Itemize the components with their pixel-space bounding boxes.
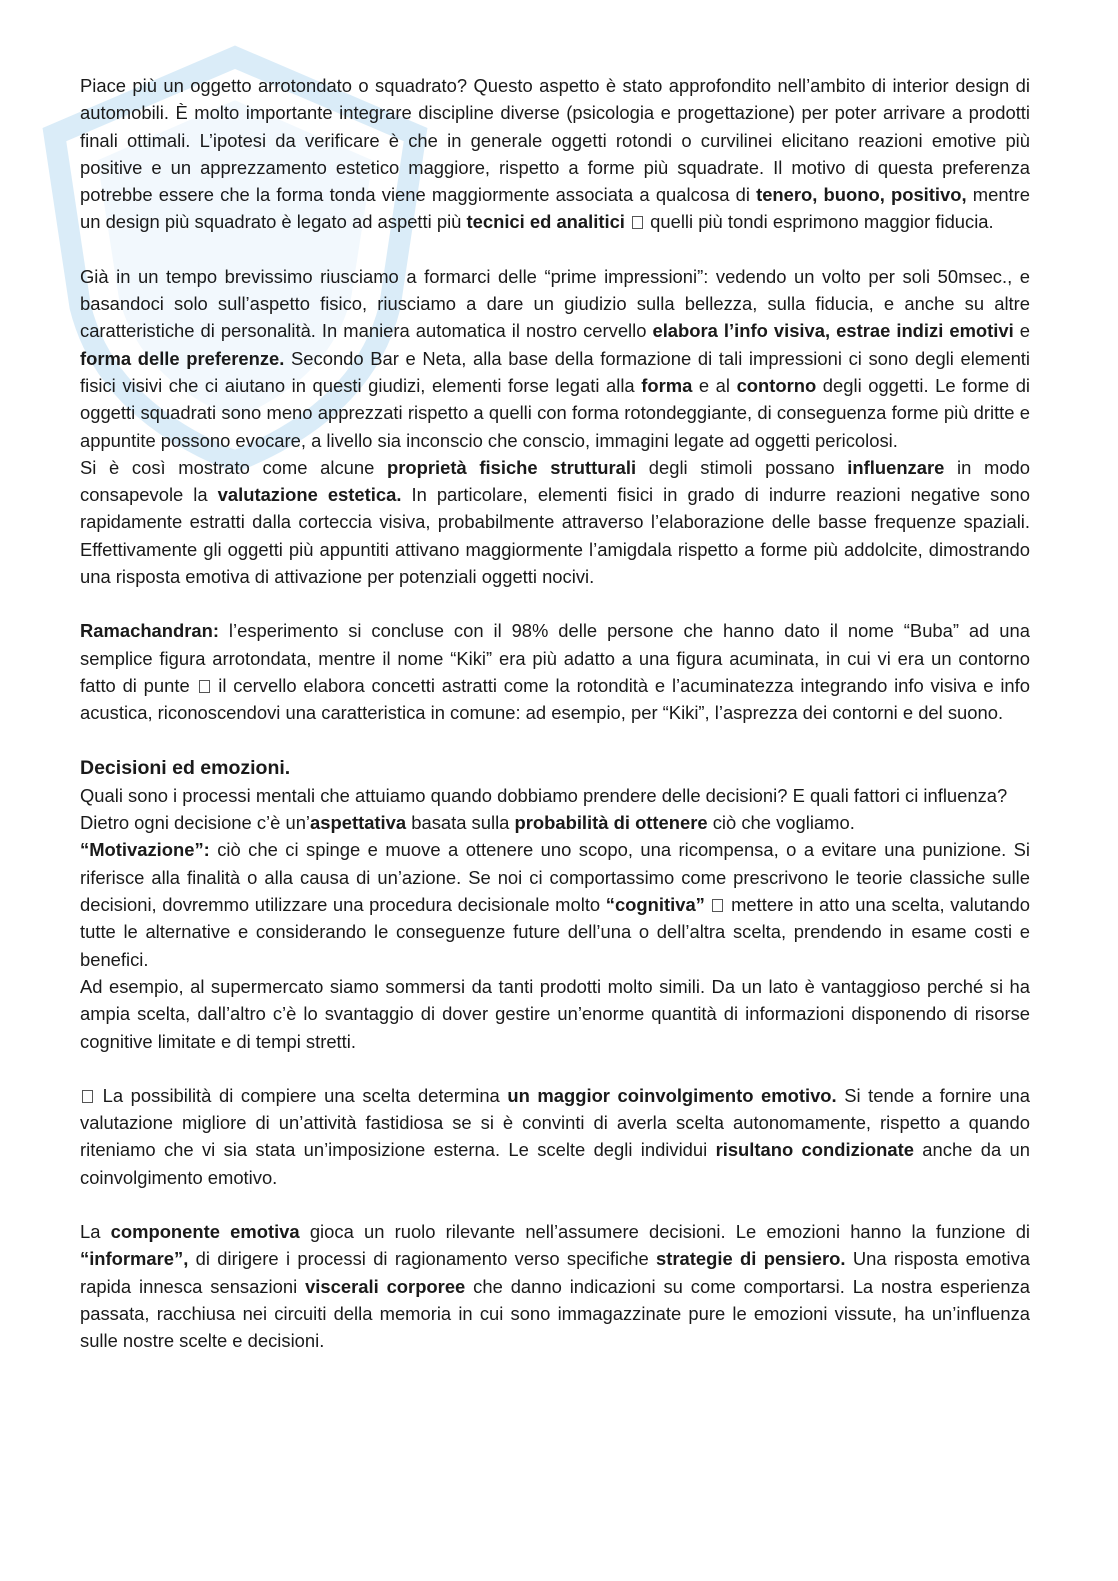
paragraph-choice: La possibilità di compiere una scelta determina un maggior coinvolgimento emotivo. Si tende a fornire una valutazione migliore di un’attività fastidiosa se si è convinti di averla scelta autonomamente, rispetto a quando riteniamo che vi sia stata un’imposizione esterna. Le scelte degli individui risultano condizionate anche da un coinvolgimento emotivo. — [80, 1084, 1031, 1188]
missing-glyph-icon — [632, 216, 643, 229]
paragraph-motivation: “Motivazione”: ciò che ci spinge e muove a ottenere uno scopo, una ricompensa, o a evitare una punizione. Si riferisce alla finalità o alla causa di un’azione. Se noi ci comportassimo come prescrivono le teorie classiche sulle decisioni, dovremmo utilizzare una procedura decisionale molto “cognitiva” mettere in atto una scelta, valutando tutte le alternative e considerando le conseguenze future dell’una o dell’altra scelta, prendendo in esame costi e benefici. — [80, 839, 1030, 970]
paragraph-first-impressions: Già in un tempo brevissimo riusciamo a formarci delle “prime impressioni”: vedendo un volto per soli 50msec., e basandoci solo sull’aspetto fisico, riusciamo a dare un giudizio sulla bellezza, sulla fiducia, e anche su altre caratteristiche di personalità. In maniera automatica il nostro cervello elabora l’info visiva, estrae indizi emotivi e forma delle preferenze. Secondo Bar e Neta, alla base della formazione di tali impressioni ci sono degli elementi fisici visivi che ci aiutano in questi giudizi, elementi forse legati alla forma e al contorno degli oggetti. Le forme di oggetti squadrati sono meno apprezzati rispetto a quelli con forma rotondeggiante, di conseguenza forme più dritte e appuntite possono evocare, a livello sia inconscio che conscio, immagini legate ad oggetti pericolosi. — [80, 265, 1031, 451]
paragraph-questions: Quali sono i processi mentali che attuiamo quando dobbiamo prendere delle decisioni? E quali fattori ci influenza? — [80, 784, 1008, 806]
section-heading: Decisioni ed emozioni. — [80, 756, 291, 779]
missing-glyph-icon — [712, 899, 723, 912]
paragraph-physical-properties: Si è così mostrato come alcune proprietà fisiche strutturali degli stimoli possano influenzare in modo consapevole la valutazione estetica. In particolare, elementi fisici in grado di indurre reazioni negative sono rapidamente estratti dalla corteccia visiva, probabilmente attraverso l’elaborazione delle basse frequenze spaziali. Effettivamente gli oggetti più appuntiti attivano maggiormente l’amigdala rispetto a forme più addolcite, dimostrando una risposta emotiva di attivazione per potenziali oggetti nocivi. — [80, 456, 1031, 588]
document-body — [80, 72, 1030, 1354]
paragraph-supermarket: Ad esempio, al supermercato siamo sommersi da tanti prodotti molto simili. Da un lato è vantaggioso perché si ha ampia scelta, dall’altro c’è lo svantaggio di dover gestire un’enorme quantità di informazioni disponendo di risorse cognitive limitate e di tempi stretti. — [80, 975, 1030, 1052]
missing-glyph-icon — [199, 680, 210, 693]
paragraph-expectation: Dietro ogni decisione c’è un’aspettativa basata sulla probabilità di ottenere ciò che vogliamo. — [80, 812, 855, 834]
missing-glyph-icon — [82, 1090, 93, 1103]
paragraph-emotional-component: La componente emotiva gioca un ruolo rilevante nell’assumere decisioni. Le emozioni hanno la funzione di “informare”, di dirigere i processi di ragionamento verso specifiche strategie di pensiero. Una risposta emotiva rapida innesca sensazioni viscerali corporee che danno indicazioni su come comportarsi. La nostra esperienza passata, racchiusa nei circuiti della memoria in cui sono immagazzinate pure le emozioni vissute, ha un’influenza sulle nostre scelte e decisioni. — [80, 1220, 1031, 1352]
paragraph-shapes: Piace più un oggetto arrotondato o squadrato? Questo aspetto è stato approfondito nell’ambito di interior design di automobili. È molto importante integrare discipline diverse (psicologia e progettazione) per poter arrivare a prodotti finali ottimali. L’ipotesi da verificare è che in generale oggetti rotondi o curvilinei elicitano reazioni emotive più positive e un apprezzamento estetico maggiore, rispetto a forme più squadrate. Il motivo di questa preferenza potrebbe essere che la forma tonda viene maggiormente associata a qualcosa di tenero, buono, positivo, mentre un design più squadrato è legato ad aspetti più tecnici ed analitici quelli più tondi esprimono maggior fiducia. — [80, 75, 1031, 233]
paragraph-ramachandran: Ramachandran: l’esperimento si concluse con il 98% delle persone che hanno dato il nome “Buba” ad una semplice figura arrotondata, mentre il nome “Kiki” era più adatto a una figura acuminata, in cui vi era un contorno fatto di punte il cervello elabora concetti astratti come la rotondità e l’acuminatezza integrando info visiva e info acustica, riconoscendovi una caratteristica in comune: ad esempio, per “Kiki”, l’asprezza dei contorni e del suono. — [80, 620, 1030, 724]
